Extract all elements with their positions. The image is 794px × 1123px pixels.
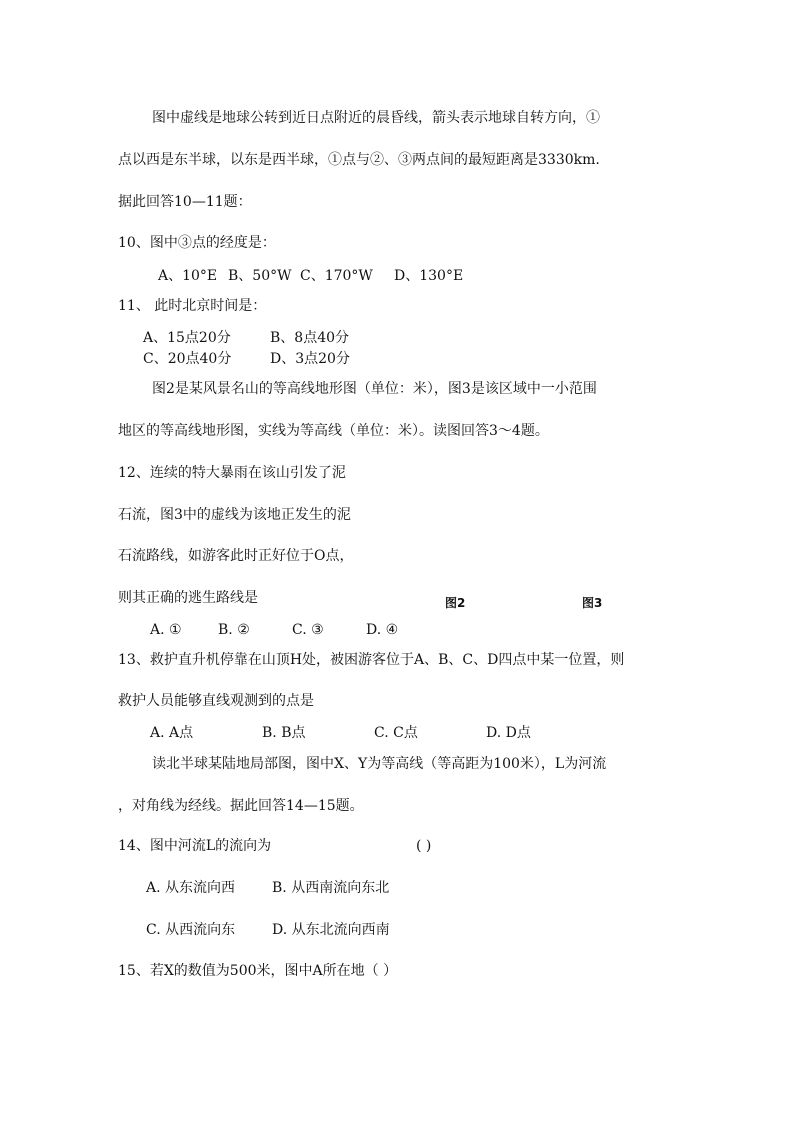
question-12-line2: 石流，图3中的虚线为该地正发生的泥 <box>118 507 351 523</box>
passage3-line1: 读北半球某陆地局部图，图中X、Y为等高线（等高距为100米），L为河流 <box>152 756 607 772</box>
question-14-option-c: C. 从西流向东 <box>146 922 236 938</box>
question-11-option-d: D、3点20分 <box>270 351 350 367</box>
question-13-option-a: A. A点 <box>150 725 194 741</box>
question-10-option-b: B、50°W <box>228 268 292 284</box>
question-14-option-d: D. 从东北流向西南 <box>272 922 390 938</box>
question-12-line4: 则其正确的逃生路线是 <box>118 590 258 606</box>
passage2-line1: 图2是某风景名山的等高线地形图（单位：米），图3是该区域中一小范围 <box>152 381 597 397</box>
question-12-option-a: A. ① <box>150 622 182 638</box>
question-14-stem: 14、图中河流L的流向为 <box>118 838 272 854</box>
question-10-stem: 10、图中③点的经度是： <box>118 235 276 251</box>
question-12-option-d: D. ④ <box>366 622 399 638</box>
question-14-answer-blank: ( ) <box>416 838 432 854</box>
question-13-line1: 13、救护直升机停靠在山顶H处，被困游客位于A、B、C、D四点中某一位置，则 <box>118 652 625 668</box>
question-13-option-c: C. C点 <box>374 725 418 741</box>
question-11-option-c: C、20点40分 <box>143 351 232 367</box>
question-10-option-a: A、10°E <box>158 268 218 284</box>
question-11-stem: 11、 此时北京时间是： <box>118 298 267 314</box>
question-13-option-b: B. B点 <box>262 725 306 741</box>
question-10-option-d: D、130°E <box>394 268 464 284</box>
question-15-stem: 15、若X的数值为500米，图中A所在地（ ） <box>118 963 398 979</box>
passage3-line2: ，对角线为经线。据此回答14—15题。 <box>118 798 364 814</box>
question-11-option-b: B、8点40分 <box>270 330 350 346</box>
question-12-option-b: B. ② <box>218 622 250 638</box>
passage1-line3: 据此回答10—11题： <box>118 194 252 210</box>
question-14-option-b: B. 从西南流向东北 <box>272 880 390 896</box>
passage2-line2: 地区的等高线地形图，实线为等高线（单位：米）。读图回答3～4题。 <box>118 423 549 439</box>
question-12-option-c: C. ③ <box>292 622 324 638</box>
question-10-option-c: C、170°W <box>300 268 373 284</box>
figure-2-label: 图2 <box>445 596 466 610</box>
figure-3-label: 图3 <box>582 596 603 610</box>
passage1-line1: 图中虚线是地球公转到近日点附近的晨昏线，箭头表示地球自转方向，① <box>152 110 600 126</box>
passage1-line2: 点以西是东半球，以东是西半球，①点与②、③两点间的最短距离是3330km. <box>118 152 600 168</box>
question-13-option-d: D. D点 <box>486 725 531 741</box>
question-12-line1: 12、连续的特大暴雨在该山引发了泥 <box>118 465 346 481</box>
question-12-line3: 石流路线，如游客此时正好位于O点， <box>118 548 354 564</box>
question-14-option-a: A. 从东流向西 <box>146 880 236 896</box>
question-13-line2: 救护人员能够直线观测到的点是 <box>118 693 314 709</box>
question-11-option-a: A、15点20分 <box>143 330 231 346</box>
